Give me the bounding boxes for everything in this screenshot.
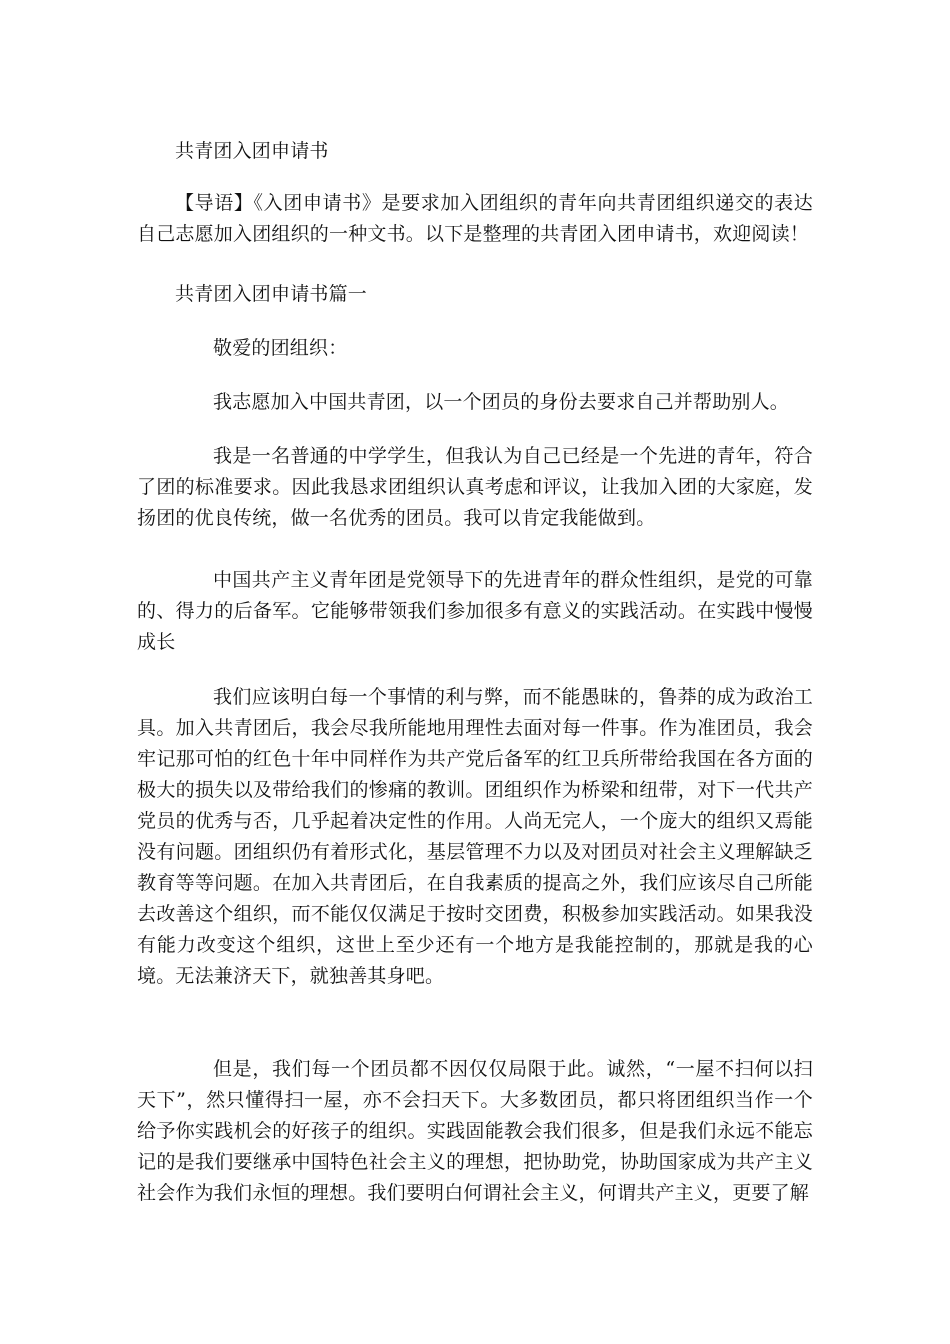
body-paragraph: 但是，我们每一个团员都不因仅仅局限于此。诚然，“一屋不扫何以扫天下”，然只懂得扫一屋，亦不会扫天下。大多数团员，都只将团组织当作一个给予你实践机会的好孩子的组织。实践固能教会我们很多，但是我们永远不能忘记的是我们要继承中国特色社会主义的理想，把协助党，协助国家成为共产主义社会作为我们永恒的理想。我们要明白何谓社会主义，何谓共产主义，更要了解 [137,1058,813,1204]
document-title: 共青团入团申请书 [175,140,329,162]
body-paragraph: 我们应该明白每一个事情的利与弊，而不能愚昧的，鲁莽的成为政治工具。加入共青团后，我会尽我所能地用理性去面对每一件事。作为准团员，我会牢记那可怕的红色十年中同样作为共产党后备军的红卫兵所带给我国在各方面的极大的损失以及带给我们的惨痛的教训。团组织作为桥梁和纽带，对下一代共产党员的优秀与否，几乎起着决定性的作用。人尚无完人，一个庞大的组织又焉能没有问题。团组织仍有着形式化，基层管理不力以及对团员对社会主义理解缺乏教育等等问题。在加入共青团后，在自我素质的提高之外，我们应该尽自己所能去改善这个组织，而不能仅仅满足于按时交团费，积极参加实践活动。如果我没有能力改变这个组织，这世上至少还有一个地方是我能控制的，那就是我的心境。无法兼济天下，就独善其身吧。 [137,686,813,987]
body-paragraph: 中国共产主义青年团是党领导下的先进青年的群众性组织，是党的可靠的、得力的后备军。它能够带领我们参加很多有意义的实践活动。在实践中慢慢成长 [137,569,813,653]
greeting: 敬爱的团组织： [213,337,348,359]
body-paragraph: 我志愿加入中国共青团，以一个团员的身份去要求自己并帮助别人。 [213,391,790,413]
body-paragraph: 我是一名普通的中学学生，但我认为自己已经是一个先进的青年，符合了团的标准要求。因此我恳求团组织认真考虑和评议，让我加入团的大家庭，发扬团的优良传统，做一名优秀的团员。我可以肯定我能做到。 [137,445,813,529]
intro-paragraph: 【导语】《入团申请书》是要求加入团组织的青年向共青团组织递交的表达自己志愿加入团组织的一种文书。以下是整理的共青团入团申请书，欢迎阅读！ [137,192,813,245]
section-title: 共青团入团申请书篇一 [175,283,368,305]
